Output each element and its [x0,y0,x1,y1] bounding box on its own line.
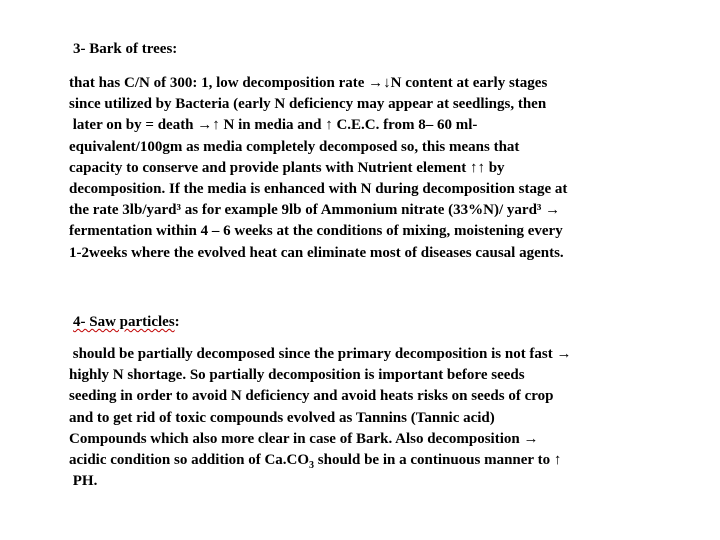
paragraph-line: 1-2weeks where the evolved heat can eliminate most of diseases causal agents. [69,244,564,261]
paragraph-line: and to get rid of toxic compounds evolved as Tannins (Tannic acid) [69,409,495,426]
paragraph-line: equivalent/100gm as media completely decomposed so, this means that [69,138,520,155]
paragraph-line: Compounds which also more clear in case of Bark. Also decomposition → [69,430,539,447]
paragraph-line: PH. [69,473,98,490]
bark-paragraph [69,73,567,264]
paragraph-line: should be partially decomposed since the primary decomposition is not fast → [69,346,572,362]
subscript-text: 3 [309,460,315,472]
paragraph-line: since utilized by Bacteria (early N deficiency may appear at seedlings, then [69,96,547,113]
heading-colon: : [174,314,180,330]
section-heading-saw-particles [73,313,180,331]
saw-particles-paragraph [69,344,572,492]
section-heading-bark: 3- Bark of trees: [73,41,178,57]
paragraph-line: the rate 3lb/yard³ as for example 9lb of Ammonium nitrate (33%N)/ yard³ → [69,202,561,219]
line-text: acidic condition so addition of Ca.CO [69,452,310,469]
paragraph-line: seeding in order to avoid N deficiency and avoid heats risks on seeds of crop [69,388,554,405]
paragraph-line: later on by = death →↑ N in media and ↑ C.E.C. from 8– 60 ml- [69,117,478,134]
paragraph-line: fermentation within 4 – 6 weeks at the conditions of mixing, moistening every [69,223,563,240]
paragraph-line: highly N shortage. So partially decomposition is important before seeds [69,367,525,384]
paragraph-line: decomposition. If the media is enhanced with N during decomposition stage at [69,181,568,198]
paragraph-line: capacity to conserve and provide plants with Nutrient element ↑↑ by [69,159,505,176]
heading-text: 4- Saw particles [73,314,175,330]
paragraph-line [69,450,572,471]
line-text: should be in a continuous manner to ↑ [314,452,562,469]
paragraph-line: that has C/N of 300: 1, low decomposition rate →↓N content at early stages [69,75,548,91]
